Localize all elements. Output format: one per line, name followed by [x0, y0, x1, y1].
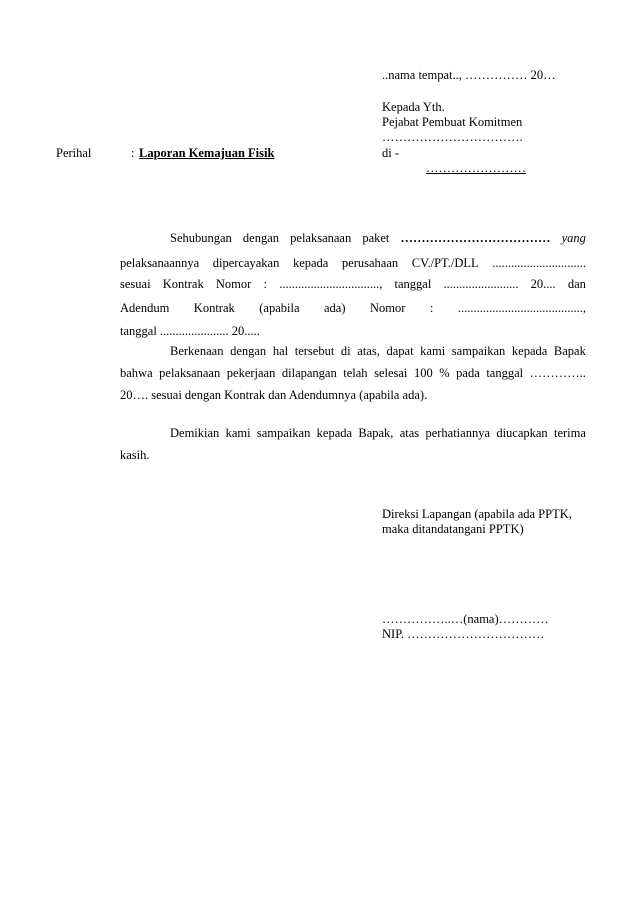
- paragraph-line: pelaksanaannya dipercayakan kepada perusahaan CV./PT./DLL ..............................: [120, 256, 586, 270]
- paragraph-line: sesuai Kontrak Nomor : ................................, tanggal ........................ 20.... dan: [120, 277, 586, 291]
- paragraph-line: tanggal ...................... 20.....: [120, 324, 260, 338]
- addressee-role: Pejabat Pembuat Komitmen: [382, 115, 523, 129]
- location-blank: ……………………: [426, 161, 526, 175]
- addressee-greeting: Kepada Yth.: [382, 100, 445, 114]
- place-date: ..nama tempat.., …………… 20…: [382, 68, 556, 82]
- subject-label: Perihal: [56, 146, 92, 160]
- signature-name: ……………..…(nama)…………: [382, 612, 549, 626]
- paragraph-line: Sehubungan dengan pelaksanaan paket ……………………………… yang: [170, 231, 586, 245]
- subject-colon: :: [131, 146, 135, 160]
- addressee-blank: …………………………….: [382, 130, 523, 144]
- paragraph-line: Berkenaan dengan hal tersebut di atas, dapat kami sampaikan kepada Bapak: [170, 344, 586, 358]
- signature-title-line-1: Direksi Lapangan (apabila ada PPTK,: [382, 507, 572, 521]
- paragraph-line: Demikian kami sampaikan kepada Bapak, atas perhatiannya diucapkan terima: [170, 426, 586, 440]
- location-prefix: di -: [382, 146, 400, 160]
- paragraph-line: kasih.: [120, 448, 150, 462]
- paragraph-line: Adendum Kontrak (apabila ada) Nomor : ........................................,: [120, 301, 586, 315]
- subject-value: Laporan Kemajuan Fisik: [139, 146, 275, 160]
- signature-title-line-2: maka ditandatangani PPTK): [382, 522, 524, 536]
- paragraph-line: bahwa pelaksanaan pekerjaan dilapangan telah selesai 100 % pada tanggal …………..: [120, 366, 586, 380]
- paragraph-line: 20…. sesuai dengan Kontrak dan Adendumnya (apabila ada).: [120, 388, 428, 402]
- signature-nip: NIP. ……………………………: [382, 627, 545, 641]
